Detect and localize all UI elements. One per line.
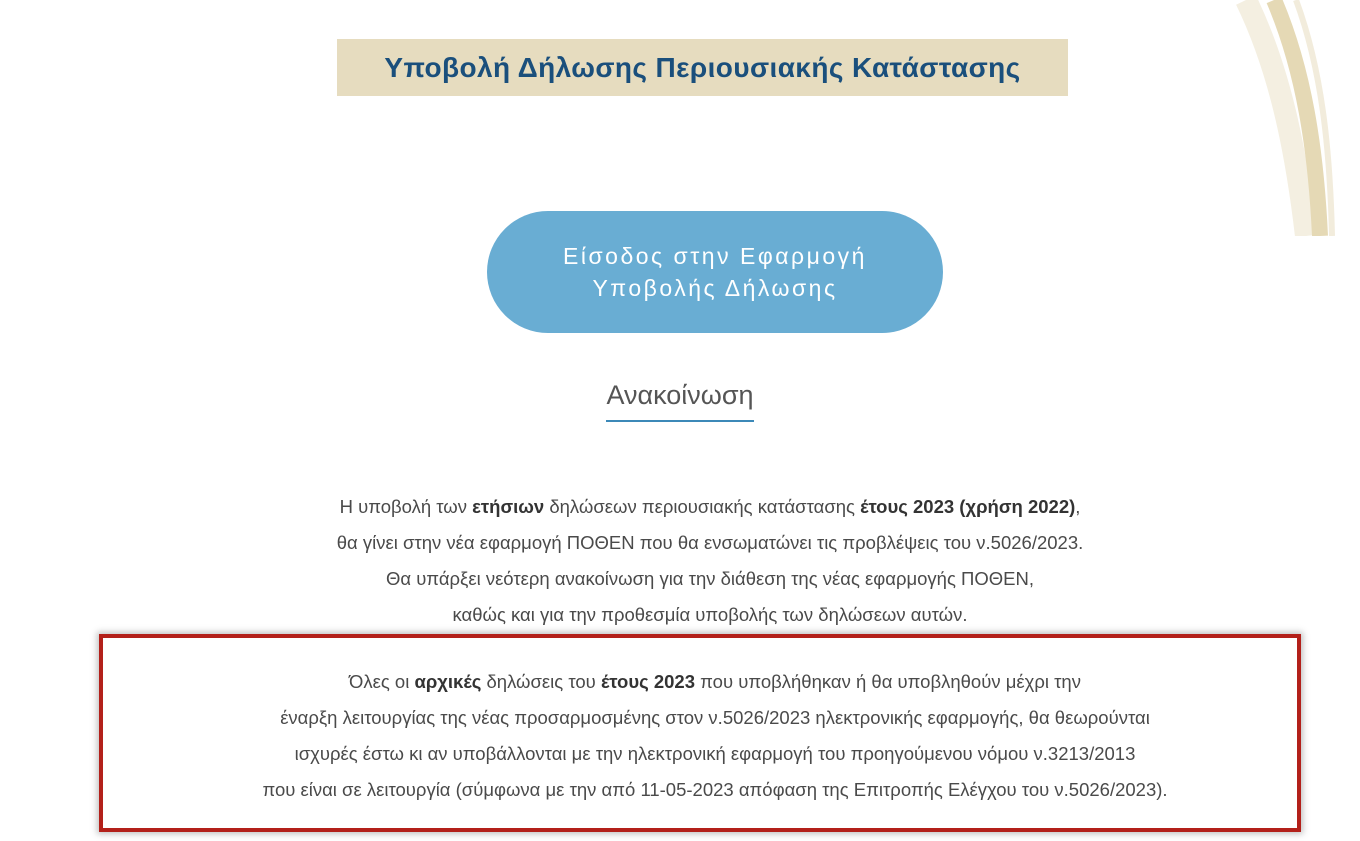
login-button[interactable] [487, 211, 943, 333]
page-title: Υποβολή Δήλωσης Περιουσιακής Κατάστασης [384, 51, 1021, 83]
notice-text-part: Όλες οι [349, 671, 415, 692]
notice-line-1 [0, 664, 1360, 700]
decorative-arcs [1232, 0, 1360, 236]
intro-emphasis: έτους 2023 (χρήση 2022) [860, 496, 1076, 517]
notice-line-4: που είναι σε λειτουργία (σύμφωνα με την από 11-05-2023 απόφαση της Επιτροπής Ελέγχου του ν.5026/2023). [262, 779, 1168, 800]
intro-line-4: καθώς και για την προθεσμία υποβολής των δηλώσεων αυτών. [452, 604, 968, 625]
login-button-label-line2: Υποβολής Δήλωσης [592, 275, 838, 301]
intro-text: , [1075, 496, 1081, 517]
announcement-intro [0, 489, 1360, 633]
intro-emphasis: ετήσιων [472, 496, 545, 517]
announcement-heading: Ανακοίνωση [606, 380, 753, 422]
page-title-banner [337, 39, 1068, 96]
notice-emphasis: έτους 2023 [600, 671, 696, 692]
announcement-heading-container [0, 380, 1360, 422]
notice-text-part: που υποβλήθηκαν ή θα υποβληθούν μέχρι την [695, 671, 1081, 692]
intro-text: Η υποβολή των [339, 496, 473, 517]
login-button-label-line1: Είσοδος στην Εφαρμογή [563, 243, 867, 269]
notice-emphasis: αρχικές [414, 671, 482, 692]
intro-line-2: θα γίνει στην νέα εφαρμογή ΠΟΘΕΝ που θα ενσωματώνει τις προβλέψεις του ν.5026/2023. [336, 532, 1084, 553]
notice-text-part: δηλώσεις του [481, 671, 601, 692]
notice-line-3: ισχυρές έστω κι αν υποβάλλονται με την ηλεκτρονική εφαρμογή του προηγούμενου νόμου ν.3213/2013 [294, 743, 1136, 764]
intro-text: δηλώσεων περιουσιακής κατάστασης [544, 496, 861, 517]
intro-line-1 [0, 489, 1360, 525]
intro-line-3: Θα υπάρξει νεότερη ανακοίνωση για την διάθεση της νέας εφαρμογής ΠΟΘΕΝ, [385, 568, 1035, 589]
notice-text [0, 664, 1360, 808]
notice-line-2: έναρξη λειτουργίας της νέας προσαρμοσμένης στον ν.5026/2023 ηλεκτρονικής εφαρμογής, θα θεωρούνται [280, 707, 1150, 728]
